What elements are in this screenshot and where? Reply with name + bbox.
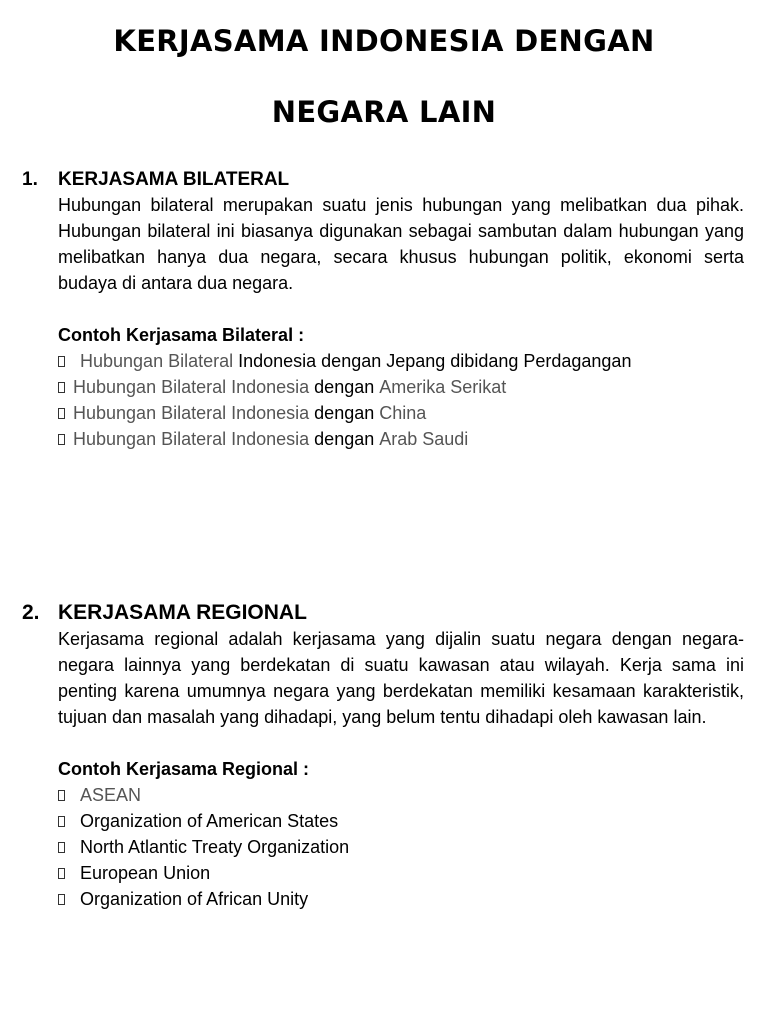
example-text: European Union [80, 863, 211, 883]
section-number: 2. [22, 601, 40, 624]
example-text-gray: Hubungan Bilateral [80, 351, 234, 371]
section-heading [22, 601, 744, 625]
example-text: dengan [309, 403, 380, 423]
missing-glyph-box-icon [58, 868, 65, 879]
list-item [58, 808, 744, 834]
section-bilateral [22, 169, 744, 452]
example-text-gray: Hubungan Bilateral Indonesia [73, 429, 310, 449]
example-text: dengan [309, 377, 380, 397]
section-paragraph: Kerjasama regional adalah kerjasama yang dijalin suatu negara dengan negara-negara lainnya yang berdekatan di suatu kawasan atau wilayah. Kerja sama ini penting karena umumnya negara yang berdekatan memiliki kesamaan karakteristik, tujuan dan masalah yang dihadapi, yang belum tentu dihadapi oleh kawasan lain. [58, 629, 744, 727]
example-country: China [379, 403, 427, 423]
page-title-line-2: NEGARA LAIN [271, 95, 497, 129]
example-text: dengan [309, 429, 380, 449]
examples-list [58, 348, 744, 452]
example-text-gray: Hubungan Bilateral Indonesia [73, 377, 310, 397]
examples-label: Contoh Kerjasama Regional : [58, 759, 310, 779]
example-text-gray: ASEAN [80, 785, 142, 805]
list-item [58, 860, 744, 886]
example-text: Organization of African Unity [80, 889, 309, 909]
list-item [58, 374, 744, 400]
examples-label: Contoh Kerjasama Bilateral : [58, 325, 305, 345]
section-paragraph: Hubungan bilateral merupakan suatu jenis hubungan yang melibatkan dua pihak. Hubungan bilateral ini biasanya digunakan sebagai sambutan dalam hubungan yang melibatkan hanya dua negara, secara khusus hubungan politik, ekonomi serta budaya di antara dua negara. [58, 195, 744, 293]
missing-glyph-box-icon [58, 894, 65, 905]
section-number: 1. [22, 169, 38, 190]
missing-glyph-box-icon [58, 842, 65, 853]
section-heading [22, 169, 744, 191]
example-text: North Atlantic Treaty Organization [80, 837, 350, 857]
page-title-line-1: KERJASAMA INDONESIA DENGAN [113, 24, 655, 58]
missing-glyph-box-icon [58, 356, 65, 367]
list-item [58, 834, 744, 860]
section-body [58, 626, 744, 912]
example-country: Amerika Serikat [379, 377, 507, 397]
example-text: Indonesia dengan Jepang dibidang Perdagangan [233, 351, 632, 371]
missing-glyph-box-icon [58, 382, 65, 393]
examples-list [58, 782, 744, 912]
example-country: Arab Saudi [379, 429, 469, 449]
section-title: KERJASAMA REGIONAL [58, 601, 307, 624]
list-item [58, 782, 744, 808]
example-text: Organization of American States [80, 811, 339, 831]
section-title: KERJASAMA BILATERAL [58, 169, 290, 190]
section-regional [22, 601, 744, 912]
missing-glyph-box-icon [58, 408, 65, 419]
section-body [58, 192, 744, 452]
example-text-gray: Hubungan Bilateral Indonesia [73, 403, 310, 423]
missing-glyph-box-icon [58, 816, 65, 827]
list-item [58, 400, 744, 426]
list-item [58, 348, 744, 374]
missing-glyph-box-icon [58, 790, 65, 801]
list-item [58, 426, 744, 452]
missing-glyph-box-icon [58, 434, 65, 445]
list-item [58, 886, 744, 912]
